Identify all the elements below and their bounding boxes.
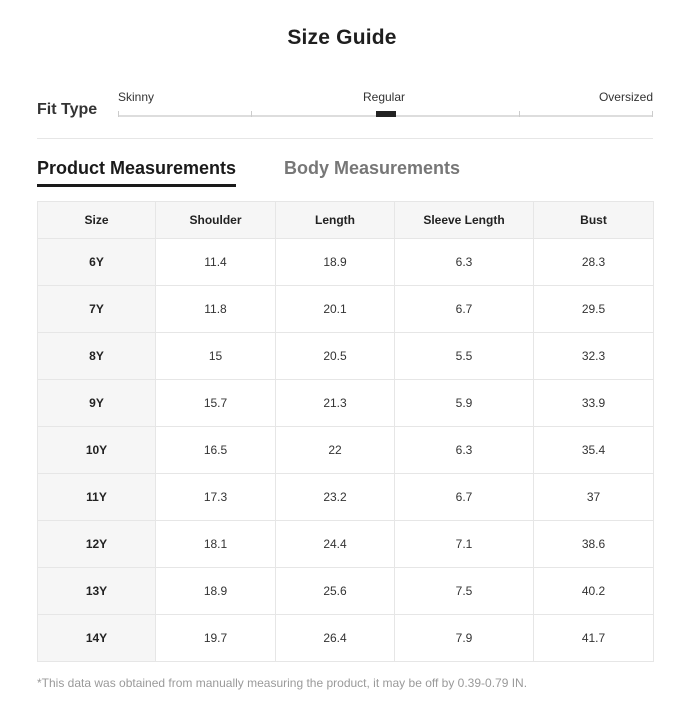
table-row — [38, 427, 654, 474]
sleeve-length-cell: 7.9 — [395, 615, 534, 662]
table-row — [38, 615, 654, 662]
bust-cell: 29.5 — [534, 286, 654, 333]
length-cell: 20.1 — [276, 286, 395, 333]
shoulder-cell: 11.4 — [156, 239, 276, 286]
size-table — [37, 201, 654, 662]
bust-cell: 35.4 — [534, 427, 654, 474]
length-cell: 26.4 — [276, 615, 395, 662]
header-bust: Bust — [534, 202, 654, 239]
tab-body-measurements[interactable]: Body Measurements — [284, 158, 461, 178]
table-row — [38, 239, 654, 286]
shoulder-cell: 11.8 — [156, 286, 276, 333]
sleeve-length-cell: 6.3 — [395, 427, 534, 474]
shoulder-cell: 19.7 — [156, 615, 276, 662]
sleeve-length-cell: 6.3 — [395, 239, 534, 286]
table-row — [38, 333, 654, 380]
header-shoulder: Shoulder — [156, 202, 276, 239]
size-cell: 11Y — [38, 474, 156, 521]
section-divider — [37, 138, 653, 139]
page-title: Size Guide — [287, 26, 397, 49]
length-cell: 18.9 — [276, 239, 395, 286]
shoulder-cell: 15.7 — [156, 380, 276, 427]
length-cell: 23.2 — [276, 474, 395, 521]
table-row — [38, 521, 654, 568]
length-cell: 24.4 — [276, 521, 395, 568]
bust-cell: 41.7 — [534, 615, 654, 662]
header-size: Size — [38, 202, 156, 239]
shoulder-cell: 18.1 — [156, 521, 276, 568]
size-cell: 9Y — [38, 380, 156, 427]
sleeve-length-cell: 7.1 — [395, 521, 534, 568]
sleeve-length-cell: 5.5 — [395, 333, 534, 380]
shoulder-cell: 16.5 — [156, 427, 276, 474]
fit-type-scale — [118, 90, 653, 120]
bust-cell: 33.9 — [534, 380, 654, 427]
bust-cell: 32.3 — [534, 333, 654, 380]
header-length: Length — [276, 202, 395, 239]
bust-cell: 37 — [534, 474, 654, 521]
length-cell: 21.3 — [276, 380, 395, 427]
tab-product-measurements[interactable]: Product Measurements — [37, 158, 236, 187]
length-cell: 20.5 — [276, 333, 395, 380]
size-cell: 8Y — [38, 333, 156, 380]
size-cell: 13Y — [38, 568, 156, 615]
table-row — [38, 474, 654, 521]
fit-option-skinny: Skinny — [118, 90, 155, 104]
size-cell: 12Y — [38, 521, 156, 568]
size-cell: 7Y — [38, 286, 156, 333]
length-cell: 25.6 — [276, 568, 395, 615]
sleeve-length-cell: 6.7 — [395, 286, 534, 333]
fit-selected-marker — [376, 111, 396, 117]
sleeve-length-cell: 5.9 — [395, 380, 534, 427]
fit-scale-tick — [251, 111, 252, 117]
fit-type-label: Fit Type — [37, 101, 98, 118]
size-cell: 10Y — [38, 427, 156, 474]
size-cell: 6Y — [38, 239, 156, 286]
table-header-row — [38, 202, 654, 239]
table-row — [38, 568, 654, 615]
sleeve-length-cell: 6.7 — [395, 474, 534, 521]
sleeve-length-cell: 7.5 — [395, 568, 534, 615]
table-row — [38, 286, 654, 333]
fit-option-oversized: Oversized — [598, 90, 653, 104]
shoulder-cell: 17.3 — [156, 474, 276, 521]
shoulder-cell: 15 — [156, 333, 276, 380]
bust-cell: 28.3 — [534, 239, 654, 286]
fit-option-regular-label: Regular — [362, 90, 406, 104]
fit-scale-tick — [519, 111, 520, 117]
table-row — [38, 380, 654, 427]
header-sleeve-length: Sleeve Length — [395, 202, 534, 239]
fit-scale-tick — [118, 111, 119, 117]
size-cell: 14Y — [38, 615, 156, 662]
shoulder-cell: 18.9 — [156, 568, 276, 615]
length-cell: 22 — [276, 427, 395, 474]
fit-scale-tick — [652, 111, 653, 117]
bust-cell: 40.2 — [534, 568, 654, 615]
measurement-footnote: *This data was obtained from manually measuring the product, it may be off by 0.39-0.79 IN. — [37, 676, 528, 690]
bust-cell: 38.6 — [534, 521, 654, 568]
